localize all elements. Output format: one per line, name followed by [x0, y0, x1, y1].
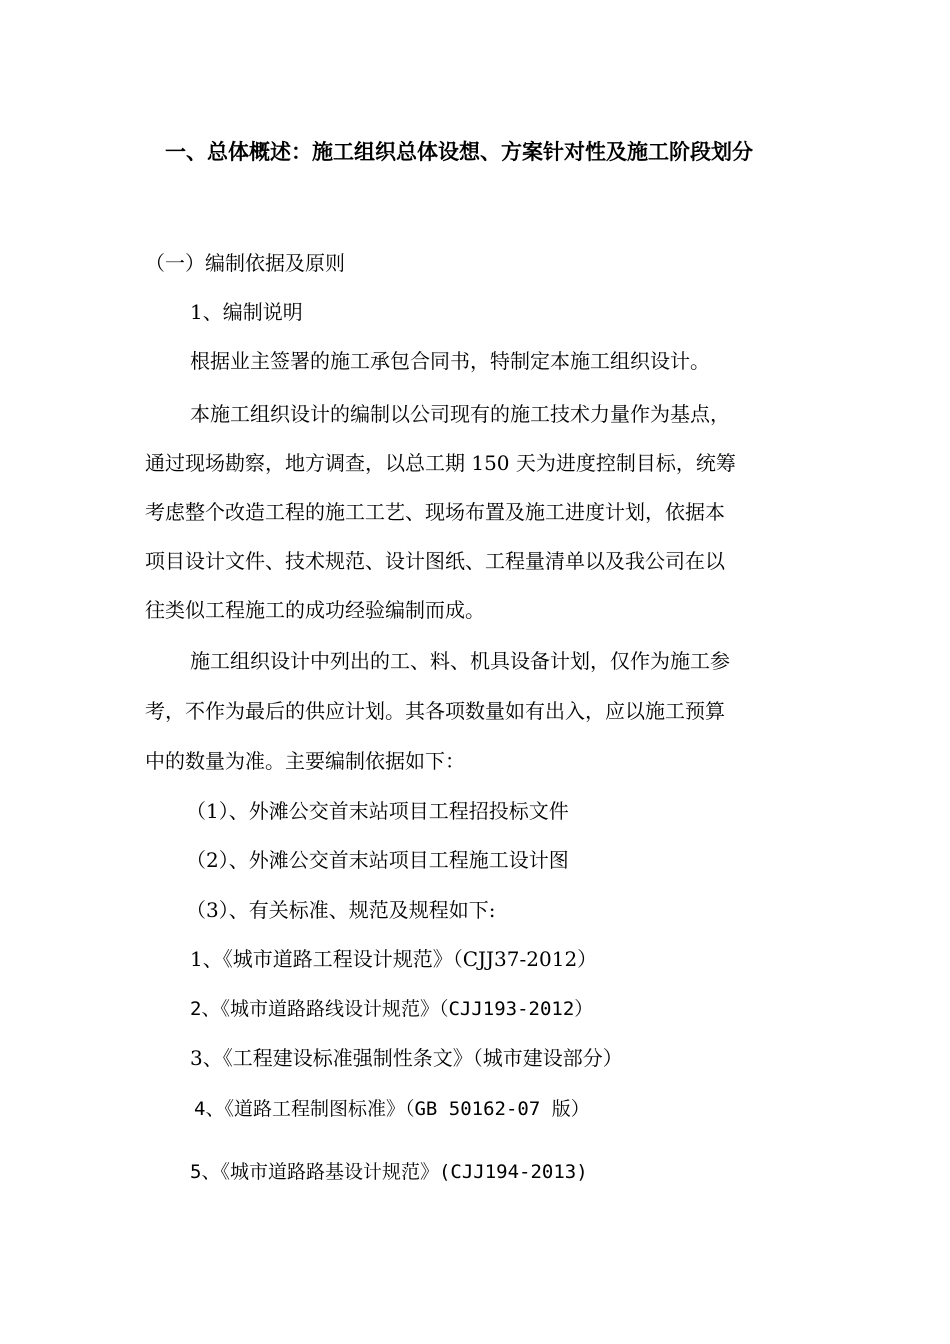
- subsection-heading: 1、编制说明: [190, 300, 303, 324]
- paragraph-3-line: 施工组织设计中列出的工、料、机具设备计划，仅作为施工参: [190, 649, 730, 673]
- standard-item: 2、《城市道路路线设计规范》（CJJ193-2012）: [190, 998, 594, 1020]
- section-heading: （一）编制依据及原则: [145, 251, 345, 275]
- paragraph-3-line: 考，不作为最后的供应计划。其各项数量如有出入，应以施工预算: [145, 699, 725, 723]
- standard-item: 3、《工程建设标准强制性条文》（城市建设部分）: [190, 1046, 623, 1070]
- paragraph-2-line: 本施工组织设计的编制以公司现有的施工技术力量作为基点，: [190, 402, 730, 426]
- basis-item: （3）、有关标准、规范及规程如下:: [186, 898, 496, 922]
- standard-item: 1、《城市道路工程设计规范》（CJJ37-2012）: [190, 947, 598, 971]
- paragraph-3-line: 中的数量为准。主要编制依据如下：: [145, 749, 465, 773]
- basis-item: （2）、外滩公交首末站项目工程施工设计图: [186, 848, 569, 872]
- paragraph-2-line: 考虑整个改造工程的施工工艺、现场布置及施工进度计划，依据本: [145, 500, 725, 524]
- basis-item: （1）、外滩公交首末站项目工程招投标文件: [186, 799, 569, 823]
- paragraph-1: 根据业主签署的施工承包合同书，特制定本施工组织设计。: [190, 349, 710, 373]
- document-title: 一、总体概述：施工组织总体设想、方案针对性及施工阶段划分: [165, 139, 753, 164]
- paragraph-2-line: 往类似工程施工的成功经验编制而成。: [145, 598, 485, 622]
- standard-item: 5、《城市道路路基设计规范》(CJJ194-2013): [190, 1161, 588, 1183]
- paragraph-2-line: 项目设计文件、技术规范、设计图纸、工程量清单以及我公司在以: [145, 549, 725, 573]
- standard-item: 4、《道路工程制图标准》（GB 50162-07 版）: [194, 1098, 590, 1120]
- paragraph-2-line: 通过现场勘察，地方调查，以总工期 150 天为进度控制目标，统筹: [145, 451, 736, 475]
